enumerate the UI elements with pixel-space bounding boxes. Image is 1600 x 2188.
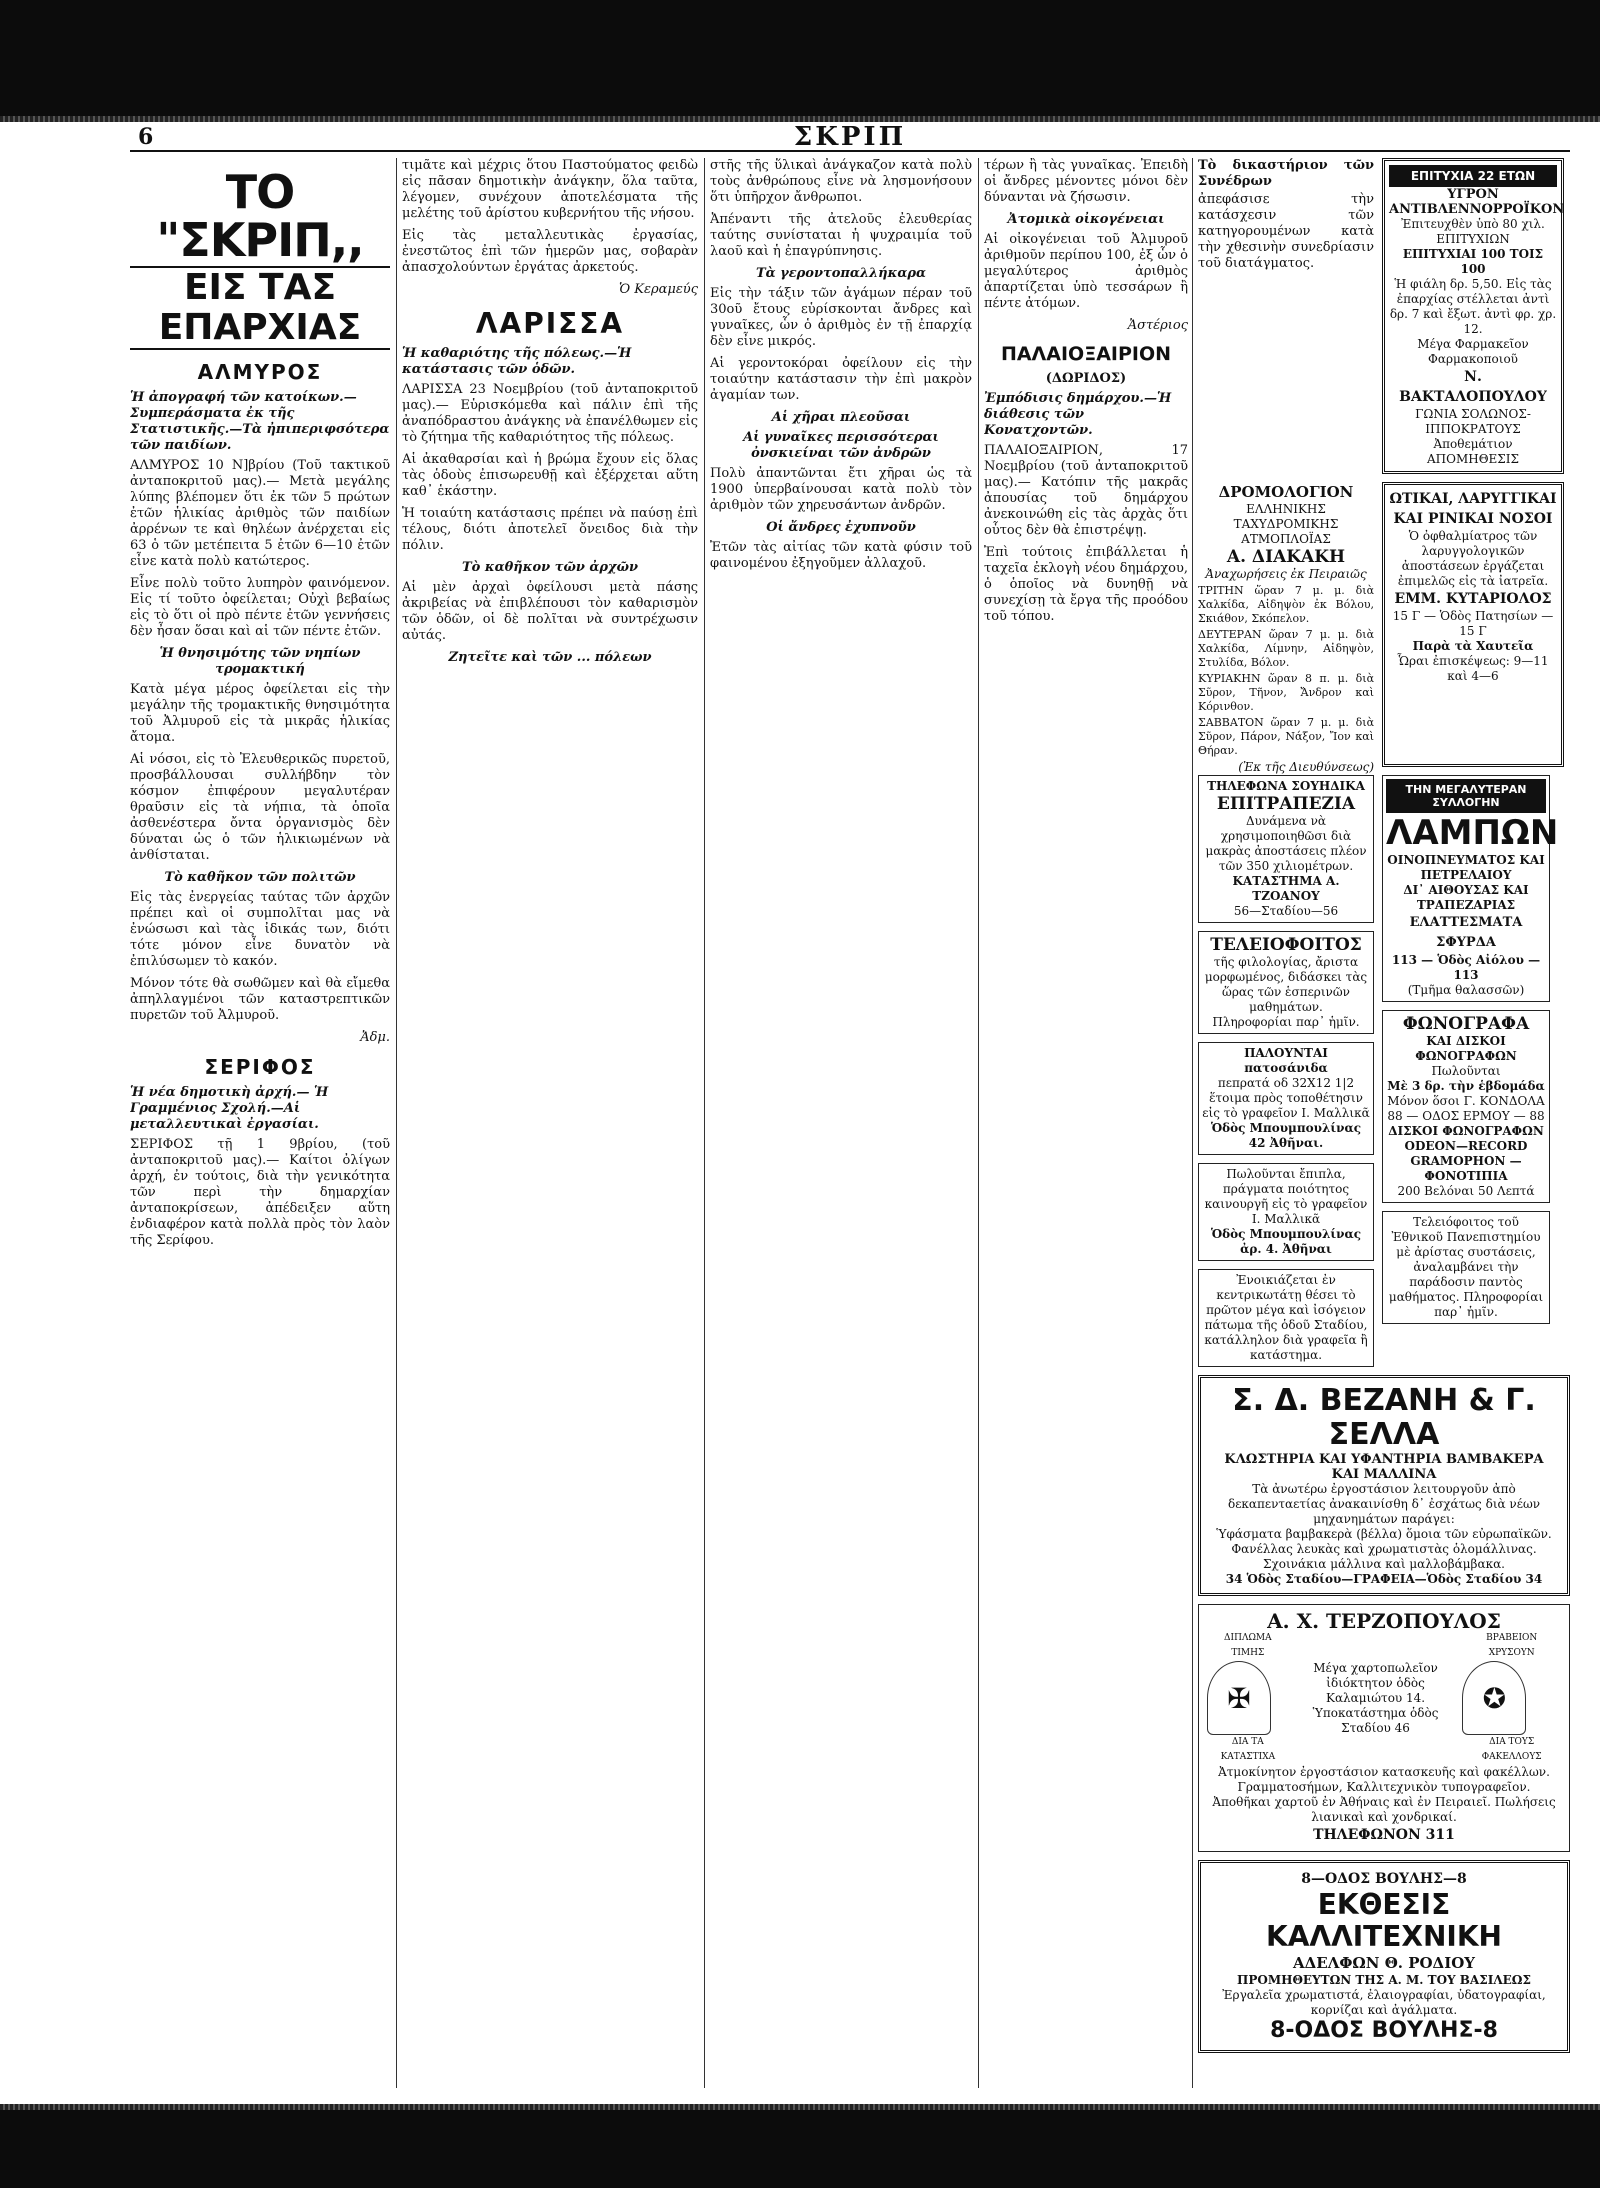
ad-line: Πληροφορίαι παρ᾽ ἡμῖν.: [1212, 1015, 1360, 1029]
page-number: 6: [138, 124, 154, 150]
ad-shipping-schedule: [1198, 482, 1374, 775]
ad-address: 113 — Ὁδὸς Αἰόλου — 113: [1391, 953, 1541, 982]
ad-address: Ὁδὸς Μπουμπουλίνας ἀρ. 4. Ἀθῆναι: [1210, 1227, 1362, 1256]
ad-big-title: ΕΠΙΤΡΑΠΕΖΙΑ: [1216, 794, 1356, 814]
ad-body: Τελειόφοιτος τοῦ Ἐθνικοῦ Πανεπιστημίου μὲ ἀρίστας συστάσεις, ἀναλαμβάνει τὴν παράδοσιν παντὸς μαθήματος. Πληροφορίαι παρ᾽ ἡμῖν.: [1388, 1215, 1544, 1319]
ad-line: ODEON—RECORD: [1404, 1139, 1528, 1153]
article-subheading: Ζητεῖτε καὶ τῶν ... πόλεων: [448, 650, 652, 665]
article-subtitle: Ἡ ἀπογραφή τῶν κατοίκων.— Συμπεράσματα ἐκ τῆς Στατιστικῆς.—Τὰ ἠπιπεριφσότερα τῶν παιδίων.: [130, 390, 390, 453]
medal-row: [1207, 1631, 1561, 1765]
article-subheading: Οἱ ἄνδρες ἐχυπνοῦν: [766, 520, 916, 535]
column-5-ads: [1198, 158, 1570, 2098]
ad-address: 88 — ΟΔΟΣ ΕΡΜΟΥ — 88: [1387, 1109, 1545, 1123]
article-paragraph: Αἱ νόσοι, εἰς τὸ Ἐλευθερικῶς πυρετοῦ, προσβάλλουσαι συλλήβδην τὸν κόσμον ἐπιφέρουν μεγαλυτέραν θραῦσιν εἰς τὰ νήπια, τὰ ὁποῖα ἀσθενέστερα ὄντα ὀργανισμὸς δὲν δύναται ὡς ὁ τῶν ἡλικιωμένων νὰ ἀνθίσταται.: [130, 752, 390, 863]
ad-address: 8—ΟΔΟΣ ΒΟΥΛΗΣ—8: [1301, 1871, 1467, 1887]
ad-graduate: [1198, 931, 1374, 1034]
article-paragraph: ΠΑΛΑΙΟΞΑΙΡΙΟΝ, 17 Νοεμβρίου (τοῦ ἀνταποκριτοῦ μας).— Κατόπιν τῆς μακρᾶς ἀπουσίας τοῦ δημάρχου ἀνεκοινώθη εἰς τὰς ἀρχὰς ὅτι οὗτος δὲν θὰ ἐπιστρέψῃ.: [984, 443, 1188, 538]
ad-line: ΠΡΟΜΗΘΕΥΤΩΝ ΤΗΣ Α. Μ. ΤΟΥ ΒΑΣΙΛΕΩΣ: [1237, 1973, 1531, 1987]
ad-body: Μέγα χαρτοπωλεῖον ἰδιόκτητον ὁδὸς Καλαμιώτου 14. Ὑποκατάστημα ὁδὸς Σταδίου 46: [1312, 1660, 1439, 1735]
article-paragraph: ΛΑΡΙΣΣΑ 23 Νοεμβρίου (τοῦ ἀνταποκριτοῦ μας).— Εὑρισκόμεθα καὶ πάλιν ἐπὶ τῆς ἀναπόδραστου ἀνάγκης νὰ ἐπανέλθωμεν εἰς τὸ ζήτημα τῆς καθαριότητος τῆς πόλεως.: [402, 382, 698, 445]
ad-line: ΔΙ᾽ ΑΙΘΟΥΣΑΣ ΚΑΙ ΤΡΑΠΕΖΑΡΙΑΣ: [1403, 883, 1529, 912]
column-rule: [396, 158, 397, 2088]
ad-banner: ΤΗΝ ΜΕΓΑΛΥΤΕΡΑΝ ΣΥΛΛΟΓΗΝ: [1386, 779, 1546, 813]
ad-line: Ἀτμοκίνητον ἐργοστάσιον κατασκευῆς καὶ φακέλλων. Γραμματοσήμων, Καλλιτεχνικὸν τυπογραφεῖον.: [1218, 1765, 1550, 1794]
ad-line: ΣΑΒΒΑΤΟΝ ὥραν 7 μ. μ. διὰ Σῦρον, Πάρον, Νάξον, Ἴον καὶ Θήραν.: [1198, 716, 1374, 757]
article-paragraph: Αἱ ἀκαθαρσίαι καὶ ἡ βρώμα ἔχουν εἰς ὅλας τὰς ὁδοὺς ἐπισωρευθῇ καὶ ἐξέρχεται αὕτη καθ᾽ ἑκάστην.: [402, 452, 698, 499]
article-paragraph: Ἐπὶ τούτοις ἐπιβάλλεται ἡ ταχεῖα ἐκλογὴ νέου δημάρχου, ὁ ὁποῖος νὰ δυνηθῇ νὰ συνεχίσῃ τὰ ἔργα τῆς προόδου τοῦ τόπου.: [984, 545, 1188, 624]
ad-line: ΚΑΤΑΣΤΗΜΑ Α. ΤΖΟΑΝΟΥ: [1232, 874, 1340, 903]
ad-phone: ΤΗΛΕΦΩΝΟΝ 311: [1313, 1827, 1455, 1843]
medal-caption: ΔΙΑ ΤΟΥΣ ΦΑΚΕΛΛΟΥΣ: [1481, 1737, 1542, 1762]
section-title-larisa: ΛΑΡΙΣΣΑ: [475, 307, 625, 340]
ad-line: Ἀναχωρήσεις ἐκ Πειραιῶς: [1205, 567, 1367, 581]
ad-tutor: [1382, 1211, 1550, 1324]
ad-address: Ὁδὸς Μπουμπουλίνας 42 Ἀθῆναι.: [1210, 1121, 1362, 1150]
newspaper-page: [130, 124, 1570, 2104]
ad-line: ΕΠΙΤΥΧΙΑΙ 100 ΤΟΙΣ 100: [1402, 247, 1544, 276]
article-paragraph: Αἱ μὲν ἀρχαὶ ὀφείλουσι μετὰ πάσης ἀκριβείας νὰ ἐπιβλέπουσι τὸν καθαρισμὸν τῶν ὁδῶν, οἱ δὲ πολῖται νὰ συντρέχωσιν αὐτάς.: [402, 580, 698, 643]
ad-line: Μέγα Φαρμακεῖον Φαρμακοποιοῦ: [1417, 337, 1529, 366]
article-paragraph: στῆς τῆς ὕλικαὶ ἀνάγκαζον κατὰ πολὺ τοὺς ἀνθρώπους εἶνε νὰ λησμονήσουν ὅτι ὑπῆρχον ἄνθρωποι.: [710, 158, 972, 205]
article-subtitle: Ἡ νέα δημοτικὴ ἀρχή.— Ἡ Γραμμένιος Σχολή.—Αἱ μεταλλευτικαὶ ἐργασίαι.: [130, 1085, 329, 1132]
ad-line: ΔΕΥΤΕΡΑΝ ὥραν 7 μ. μ. διὰ Χαλκίδα, Λίμνην, Αἰδηψὸν, Στυλίδα, Βόλον.: [1198, 628, 1374, 669]
article-paragraph: Ἐτῶν τὰς αἰτίας τῶν κατὰ φύσιν τοῦ φαινομένου ἐξηγοῦμεν ἀλλαχοῦ.: [710, 540, 972, 571]
article-paragraph: Πολὺ ἀπαντῶνται ἔτι χῆραι ὡς τὰ 1900 ὑπερβαίνουσαι κατὰ πολὺ τὸν ἀριθμὸν τῶν χηρευσάντων ἀνδρῶν.: [710, 466, 972, 513]
article-subheading: Αἱ χῆραι πλεοῦσαι: [771, 410, 911, 425]
ad-phonographs: [1382, 1010, 1550, 1203]
ad-furniture: [1198, 1163, 1374, 1261]
article-subheading: Τὰ γεροντοπαλλήκαρα: [755, 266, 927, 281]
ad-textile-mills: [1198, 1375, 1570, 1596]
article-signature: Ἀστέριος: [1127, 318, 1188, 333]
article-subtitle: Ἐμπόδισις δημάρχου.—Ἡ διάθεσις τῶν Κονατχοντῶν.: [984, 391, 1172, 438]
masthead: [130, 124, 1570, 152]
ad-body: Πωλοῦνται ἔπιπλα, πράγματα ποιότητος καινουργῆ εἰς τὸ γραφεῖον Ι. Μαλλικᾶ: [1204, 1167, 1368, 1226]
article-paragraph: Αἱ οἰκογένειαι τοῦ Ἀλμυροῦ ἀριθμοῦν περίπου 100, ἐξ ὧν ὁ μεγαλύτερος ἀριθμὸς ἀπαρτίζεται ὑπὸ τεσσάρων ἢ πέντε ἀτόμων.: [984, 232, 1188, 311]
article-paragraph: Μόνον τότε θὰ σωθῶμεν καὶ θὰ εἴμεθα ἀπηλλαγμένοι τῶν καταστρεπτικῶν πυρετῶν τοῦ Ἀλμυροῦ.: [130, 976, 390, 1023]
article-signature: Ὁ Κεραμεύς: [618, 282, 698, 297]
ad-line: Ὑφάσματα βαμβακερὰ (βέλλα) ὅμοια τῶν εὐρωπαϊκῶν.: [1216, 1527, 1552, 1541]
ad-body: Ὁ ὀφθαλμίατρος τῶν λαρυγγολογικῶν ἀποστάσεων ἐργάζεται ἐπιμελῶς εἰς τὰ ἰατρεῖα.: [1397, 529, 1549, 588]
ad-big-title: ΕΚΘΕΣΙΣ ΚΑΛΛΙΤΕΧΝΙΚΗ: [1266, 1888, 1502, 1953]
ad-line: Τὰ ἀνωτέρω ἐργοστάσιον λειτουργοῦν ἀπὸ δεκαπενταετίας ἀνακαινίσθη δ᾽ ἐσχάτως διὰ νέων μηχανημάτων παράγει:: [1227, 1482, 1541, 1526]
medal-caption: ΒΡΑΒΕΙΟΝ ΧΡΥΣΟΥΝ: [1486, 1633, 1538, 1658]
ad-line: (Τμῆμα θαλασσῶν): [1407, 983, 1525, 997]
ad-subtitle: ΕΛΛΗΝΙΚΗΣ ΤΑΧΥΔΡΟΜΙΚΗΣ ΑΤΜΟΠΛΟΪΑΣ: [1233, 502, 1339, 546]
ad-title: ΤΕΛΕΙΟΦΟΙΤΟΣ: [1210, 935, 1362, 955]
medal-icon: ✠: [1207, 1661, 1271, 1735]
ad-line: ΟΙΝΟΠΝΕΥΜΑΤΟΣ ΚΑΙ ΠΕΤΡΕΛΑΙΟΥ: [1387, 853, 1545, 882]
article-subheading: Αἱ γυναῖκες περισσότεραι ὀνσκιείναι τῶν ἀνδρῶν: [743, 430, 939, 461]
headline-eparxias: ΕΙΣ ΤΑΣ ΕΠΑΡΧΙΑΣ: [130, 266, 390, 350]
column-rule: [978, 158, 979, 2088]
ad-address: 8-ΟΔΟΣ ΒΟΥΛΗΣ-8: [1270, 2018, 1498, 2043]
ad-banner: ΕΠΙΤΥΧΙΑ 22 ΕΤΩΝ: [1389, 165, 1557, 187]
medal-caption: ΔΙΑ ΤΑ ΚΑΤΑΣΤΙΧΑ: [1220, 1737, 1276, 1762]
article-paragraph: ΑΛΜΥΡΟΣ 10 Ν]βρίου (Τοῦ τακτικοῦ ἀνταποκριτοῦ μας).— Μετὰ μεγάλης λύπης βλέπομεν ὅτι ἐκ τῶν 5 πρώτων ἐτῶν ἡλικίας ἀριθμὸς τῶν παιδίων ἀρρένων τε καὶ θηλέων ἀνέρχεται εἰς 63 ὁ τῶν μετέπειτα 5 ἐτῶν 6—10 ἐτῶν εἶνε κατὰ πολὺ κατώτερος.: [130, 458, 390, 569]
ad-floorboards: [1198, 1042, 1374, 1155]
column-rule: [704, 158, 705, 2088]
section-subtitle: (ΔΩΡΙΔΟΣ): [1045, 371, 1127, 386]
ad-body: Ἐνοικιάζεται ἐν κεντρικωτάτῃ θέσει τὸ πρῶτον μέγα καὶ ἰσόγειον πάτωμα τῆς ὁδοῦ Σταδίου, κατάλληλον διὰ γραφεῖα ἢ κατάστημα.: [1204, 1273, 1368, 1362]
medal-icon: ✪: [1462, 1661, 1526, 1735]
ad-line: (Ἐκ τῆς Διευθύνσεως): [1238, 760, 1374, 774]
ad-line: ΔΙΣΚΟΙ ΦΩΝΟΓΡΑΦΩΝ: [1388, 1124, 1544, 1138]
article-paragraph: Εἰς τὴν τάξιν τῶν ἀγάμων πέραν τοῦ 30οῦ ἔτους εὑρίσκονται ἄνδρες καὶ γυναῖκες, ὧν ὁ ἀριθμὸς ἐν τῇ ἐπαρχίᾳ δὲν εἶνε μικρός.: [710, 286, 972, 349]
article-subheading: Τὸ καθῆκον τῶν ἀρχῶν: [462, 560, 638, 575]
ad-telephones: [1198, 775, 1374, 923]
masthead-title: ΣΚΡΙΠ: [793, 122, 907, 152]
section-title-almyros: ΑΛΜΥΡΟΣ: [197, 360, 323, 384]
ad-line: Πωλοῦνται: [1431, 1064, 1501, 1078]
ad-title: ΚΛΩΣΤΗΡΙΑ ΚΑΙ ΥΦΑΝΤΗΡΙΑ ΒΑΜΒΑΚΕΡΑ ΚΑΙ ΜΑΛΛΙΝΑ: [1224, 1452, 1544, 1482]
article-subheading: Ἡ θνησιμότης τῶν νηπίων τρομακτική: [159, 646, 361, 677]
column-3: [710, 158, 972, 2098]
ad-stationery: [1198, 1604, 1570, 1852]
section-title-serifos: ΣΕΡΙΦΟΣ: [204, 1055, 316, 1079]
article-paragraph: τέρων ἢ τὰς γυναῖκας. Ἐπειδὴ οἱ ἄνδρες μένοντες μόνοι δὲν δύνανται νὰ ζήσωσιν.: [984, 158, 1188, 205]
article-paragraph: τιμᾶτε καὶ μέχρις ὅτου Παστούματος φειδὼ εἰς πᾶσαν δημοτικὴν ἀνάγκην, ὅλα ταῦτα, λέγομεν, συνέχουν ἀποτελέσματα τῆς μελέτης τοῦ ἀρίστου κυβερνήτου τῆς νήσου.: [402, 158, 698, 221]
ad-line: Παρὰ τὰ Χαυτεῖα: [1412, 639, 1534, 653]
ad-title: ΠΑΛΟΥΝΤΑΙ πατοσάνιδα: [1244, 1046, 1328, 1075]
article-paragraph: Εἰς τὰς μεταλλευτικὰς ἐργασίας, ἐνεστῶτος ἐπὶ τῶν ἡμερῶν μας, σοβαρὰν ἀπασχολούντων ἐργάτας ἀρκετούς.: [402, 228, 698, 275]
notice-body: ἀπεφάσισε τὴν κατάσχεσιν τῶν κατηγορουμένων κατὰ τὴν χθεσινὴν συνεδρίασιν τοῦ διατάγματος.: [1198, 192, 1374, 271]
ad-ent-clinic: [1382, 482, 1564, 767]
article-subtitle: Ἡ καθαριότης τῆς πόλεως.—Ἡ κατάστασις τῶν ὁδῶν.: [402, 346, 632, 377]
column-1: [130, 158, 390, 2098]
scan-bottom-border: [0, 2108, 1600, 2188]
ad-line: Ἡ φιάλη δρ. 5,50. Εἰς τὰς ἐπαρχίας στέλλεται ἀντὶ δρ. 7 καὶ ἔξωτ. ἀντὶ φρ. χρ. 12.: [1389, 277, 1557, 336]
ad-line: Φανέλλας λευκὰς καὶ χρωματιστὰς ὁλομάλλινας.: [1231, 1542, 1537, 1556]
ad-line: 200 Βελόναι 50 Λεπτά: [1397, 1184, 1535, 1198]
ad-address: 34 Ὁδὸς Σταδίου—ΓΡΑΦΕΙΑ—Ὁδὸς Σταδίου 34: [1225, 1572, 1543, 1586]
article-signature: Ἀδμ.: [360, 1030, 390, 1045]
article-subheading: Τὸ καθῆκον τῶν πολιτῶν: [164, 870, 356, 885]
ad-title: ΔΡΟΜΟΛΟΓΙΟΝ: [1218, 483, 1354, 501]
article-paragraph: Αἱ γεροντοκόραι ὀφείλουν εἰς τὴν τοιαύτην κατάστασιν τὴν ἐπὶ μακρὸν ἀγαμίαν των.: [710, 356, 972, 403]
ad-line: ΤΡΙΤΗΝ ὥραν 7 μ. μ. διὰ Χαλκίδα, Αἰδηψὸν ἐκ Βόλου, Σκιάθον, Σκόπελον.: [1198, 584, 1374, 625]
ad-address: 15 Γ — Ὁδὸς Πατησίων — 15 Γ: [1392, 609, 1554, 638]
ad-body: τῆς φιλολογίας, ἄριστα μορφωμένος, διδάσκει τὰς ὥρας τῶν ἑσπερινῶν μαθημάτων.: [1204, 955, 1368, 1014]
ad-line: ΕΛΑΤΤΕΣΜΑΤΑ ΣΦΥΡΔΑ: [1409, 915, 1523, 950]
column-rule: [1192, 158, 1193, 2088]
medal-right: [1462, 1631, 1561, 1765]
ad-group-right: [1382, 775, 1559, 1375]
section-title-palaioxairion: ΠΑΛΑΙΟΞΑΙΡΙΟΝ: [1000, 343, 1172, 365]
column-4: [984, 158, 1188, 2098]
medal-caption: ΔΙΠΛΩΜΑ ΤΙΜΗΣ: [1224, 1633, 1272, 1658]
scan-top-border: [0, 0, 1600, 118]
ad-name: Α. ΔΙΑΚΑΚΗ: [1226, 547, 1346, 567]
ad-rental: [1198, 1269, 1374, 1367]
ad-body: Δυνάμενα νὰ χρησιμοποιηθῶσι διὰ μακρὰς ἀποστάσεις πλέον τῶν 350 χιλιομέτρων.: [1205, 814, 1367, 873]
ad-big-title: ΛΑΜΠΩΝ: [1386, 813, 1559, 853]
ad-title: ΤΗΛΕΦΩΝΑ ΣΟΥΗΔΙΚΑ: [1207, 779, 1365, 793]
court-notice: [1198, 158, 1374, 482]
ad-line: 56—Σταδίου—56: [1233, 904, 1339, 918]
ad-line: Ἐπιτευχθὲν ὑπὸ 80 χιλ. ΕΠΙΤΥΧΙΩΝ: [1401, 217, 1545, 246]
ad-line: Σχοινάκια μάλλινα καὶ μαλλοβάμβακα.: [1263, 1557, 1505, 1571]
article-subheading: Ἀτομικὰ οἰκογένειαι: [1007, 212, 1165, 227]
ad-group-left: [1198, 775, 1374, 1375]
ad-line: Ἐργαλεῖα χρωματιστά, ἐλαιογραφίαι, ὑδατογραφίαι, κορνίζαι καὶ ἀγάλματα.: [1222, 1988, 1546, 2017]
article-paragraph: ΣΕΡΙΦΟΣ τῇ 1 9βρίου, (τοῦ ἀνταποκριτοῦ μας).— Καίτοι ὀλίγων ἀρχή, ἐν τούτοις, διὰ τὴν γενικότητα τῶν περὶ τὴν δημαρχίαν ἀνταποκρίσεων, ἀπέδειξεν αὕτη ἐνδιαφέρον κατὰ πολλὰ πρὸς τὸν λαὸν τῆς Σερίφου.: [130, 1137, 390, 1248]
ad-line: Ὧραι ἐπισκέψεως: 9—11 καὶ 4—6: [1397, 654, 1549, 683]
article-paragraph: Εἰς τὰς ἐνεργείας ταύτας τῶν ἀρχῶν πρέπει καὶ οἱ συμπολῖται μας νὰ ἐνώσωσι καὶ τὰς ἰδικάς των, διότι τότε μόνον εἶνε δυνατὸν νὰ ἐπιλύσωμεν τὸ κακόν.: [130, 890, 390, 969]
ad-title: ΩΤΙΚΑΙ, ΛΑΡΥΓΓΙΚΑΙ ΚΑΙ ΡΙΝΙΚΑΙ ΝΟΣΟΙ: [1389, 491, 1557, 527]
ad-line: ΑΔΕΛΦΩΝ Θ. ΡΟΔΙΟΥ: [1293, 1954, 1475, 1972]
article-paragraph: Ἡ τοιαύτη κατάστασις πρέπει νὰ παύσῃ ἐπὶ τέλους, διότι ἀποτελεῖ ὄνειδος διὰ τὴν πόλιν.: [402, 506, 698, 553]
ad-line: Μὲ 3 δρ. τὴν ἑβδομάδα: [1387, 1079, 1545, 1093]
ad-name: Ν. ΒΑΚΤΑΛΟΠΟΥΛΟΥ: [1399, 369, 1547, 405]
article-paragraph: Κατὰ μέγα μέρος ὀφείλεται εἰς τὴν μεγάλην τῆς τρομακτικῆς θνησιμότητα τοῦ Ἀλμυροῦ εἰς τὰ μικρᾶς ἡλικίας ἄτομα.: [130, 682, 390, 745]
column-2: [402, 158, 698, 2098]
ad-art-exhibition: [1198, 1860, 1570, 2053]
ad-name: Α. Χ. ΤΕΡΖΟΠΟΥΛΟΣ: [1267, 1609, 1501, 1633]
ad-title: ΦΩΝΟΓΡΑΦΑ: [1402, 1014, 1530, 1034]
ad-line: Ἀποθῆκαι χαρτοῦ ἐν Ἀθήναις καὶ ἐν Πειραιεῖ. Πωλήσεις λιανικαὶ καὶ χονδρικαί.: [1212, 1795, 1556, 1824]
ad-lamps: [1382, 775, 1559, 1002]
ad-pharmacy: [1382, 158, 1564, 474]
ad-line: Μόνον ὅσοι Γ. ΚΟΝΔΟΛΑ: [1387, 1094, 1545, 1108]
ad-big-title: Σ. Δ. ΒΕΖΑΝΗ & Γ. ΣΕΛΛΑ: [1232, 1383, 1536, 1452]
ad-line: ΚΑΙ ΔΙΣΚΟΙ ΦΩΝΟΓΡΑΦΩΝ: [1415, 1034, 1517, 1063]
medal-left: [1207, 1631, 1289, 1765]
ad-title: ΥΓΡΟΝ ΑΝΤΙΒΛΕΝΝΟΡΡΟΪΚΟΝ: [1389, 187, 1565, 217]
ad-body: πεπρατά οδ 32Χ12 1|2 ἕτοιμα πρὸς τοποθέτησιν εἰς τὸ γραφεῖον Ι. Μαλλικᾶ: [1202, 1076, 1370, 1120]
ad-address: ΓΩΝΙΑ ΣΟΛΩΝΟΣ-ΙΠΠΟΚΡΑΤΟΥΣ: [1415, 407, 1531, 436]
ad-line: GRAMOPHON — ΦΟΝΟΤΙΠΙΑ: [1410, 1154, 1522, 1183]
notice-heading: Τὸ δικαστήριον τῶν Συνέδρων: [1198, 158, 1374, 189]
article-paragraph: Εἶνε πολὺ τοῦτο λυπηρὸν φαινόμενον. Εἰς τί τοῦτο ὀφείλεται; Οὐχὶ βεβαίως εἰς τὸ ὅτι οἱ πρὸ πέντε ἐτῶν γεννήσεις δὲν ἦσαν ὅσαι καὶ αἱ τῶν πέντε ἐτῶν.: [130, 576, 390, 639]
headline-skrip: ΤΟ "ΣΚΡΙΠ,,: [156, 165, 364, 267]
ad-name: ΕΜΜ. ΚΥΤΑΡΙΟΛΟΣ: [1394, 591, 1552, 607]
ad-line: Ἀποθεμάτιον ΑΠΟΜΗΘΕΣΙΣ: [1426, 437, 1520, 466]
article-paragraph: Ἀπέναντι τῆς ἀτελοῦς ἐλευθερίας ταύτης συνίσταται ἡ ψυχραιμία τοῦ λαοῦ καὶ ἡ ἐπαγρύπνησις.: [710, 212, 972, 259]
ad-line: ΚΥΡΙΑΚΗΝ ὥραν 8 π. μ. διὰ Σῦρον, Τῆνον, Ἄνδρον καὶ Κόρινθον.: [1198, 672, 1374, 713]
